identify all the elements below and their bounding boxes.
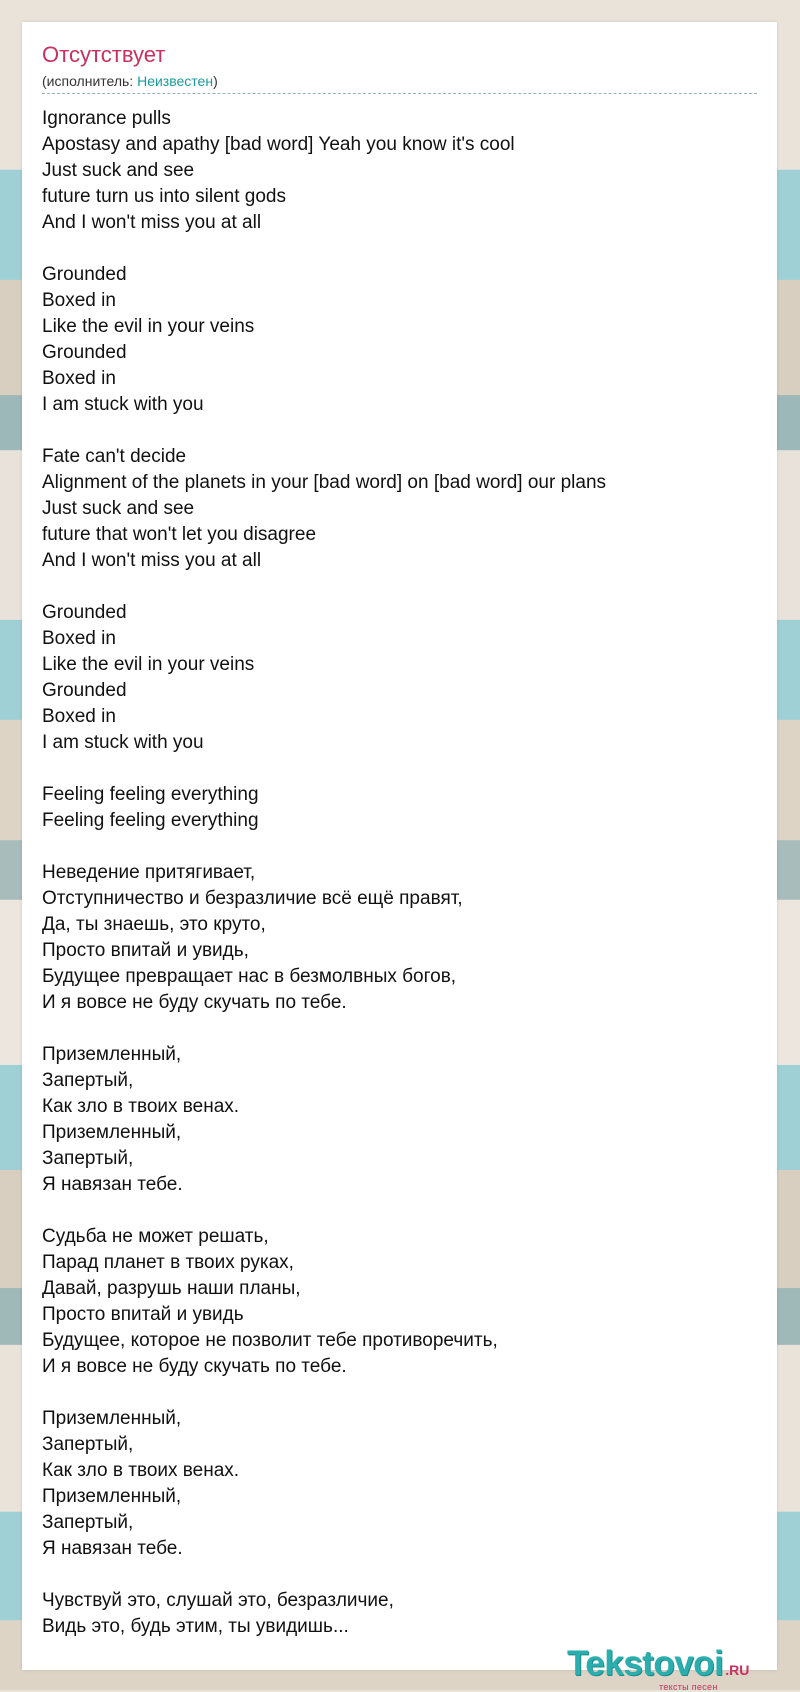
lyric-line: Fate can't decide bbox=[42, 446, 187, 467]
artist-suffix: ) bbox=[213, 73, 218, 89]
lyric-line: future turn us into silent gods bbox=[42, 186, 286, 207]
lyric-line: Boxed in bbox=[42, 290, 116, 311]
lyric-line: I am stuck with you bbox=[42, 394, 204, 415]
lyric-line: And I won't miss you at all bbox=[42, 212, 262, 233]
logo-name: Tekstovoi bbox=[567, 1644, 724, 1683]
lyric-line: Приземленный, bbox=[42, 1122, 182, 1143]
lyric-line: Feeling feeling everything bbox=[42, 810, 259, 831]
lyric-line: Apostasy and apathy [bad word] Yeah you know it's cool bbox=[42, 134, 515, 155]
lyric-line: Я навязан тебе. bbox=[42, 1538, 183, 1559]
lyric-line: Приземленный, bbox=[42, 1408, 182, 1429]
lyric-line: Alignment of the planets in your [bad word] on [bad word] our plans bbox=[42, 472, 607, 493]
lyric-line: Парад планет в твоих руках, bbox=[42, 1252, 294, 1273]
lyric-line: Feeling feeling everything bbox=[42, 784, 259, 805]
lyric-line: future that won't let you disagree bbox=[42, 524, 317, 545]
lyric-line: Чувствуй это, слушай это, безразличие, bbox=[42, 1590, 394, 1611]
lyric-line: Приземленный, bbox=[42, 1044, 182, 1065]
logo-tagline: тексты песен bbox=[659, 1682, 718, 1692]
stanza-break bbox=[42, 1016, 757, 1042]
lyric-line: Просто впитай и увидь, bbox=[42, 940, 249, 961]
lyric-line: И я вовсе не буду скучать по тебе. bbox=[42, 992, 347, 1013]
lyric-line: Я навязан тебе. bbox=[42, 1174, 183, 1195]
lyric-line: Будущее, которое не позволит тебе противоречить, bbox=[42, 1330, 498, 1351]
lyric-line: Да, ты знаешь, это круто, bbox=[42, 914, 266, 935]
lyric-line: Boxed in bbox=[42, 706, 116, 727]
lyric-line: Просто впитай и увидь bbox=[42, 1304, 244, 1325]
song-title: Отсутствует bbox=[42, 42, 166, 67]
lyric-line: Just suck and see bbox=[42, 498, 195, 519]
lyric-line: Grounded bbox=[42, 602, 127, 623]
lyric-line: Неведение притягивает, bbox=[42, 862, 256, 883]
lyric-line: Grounded bbox=[42, 680, 127, 701]
artist-line bbox=[42, 73, 218, 89]
stanza-break bbox=[42, 1198, 757, 1224]
lyric-line: Grounded bbox=[42, 264, 127, 285]
stanza-break bbox=[42, 1380, 757, 1406]
lyric-line: Grounded bbox=[42, 342, 127, 363]
lyric-line: Видь это, будь этим, ты увидишь... bbox=[42, 1616, 349, 1637]
lyric-line: Like the evil in your veins bbox=[42, 654, 255, 675]
lyric-line: Запертый, bbox=[42, 1512, 134, 1533]
title-divider bbox=[42, 93, 757, 94]
lyric-line: Запертый, bbox=[42, 1148, 134, 1169]
logo-domain: .RU bbox=[725, 1662, 750, 1678]
lyric-line: Boxed in bbox=[42, 368, 116, 389]
lyric-line: И я вовсе не буду скучать по тебе. bbox=[42, 1356, 347, 1377]
stanza-break bbox=[42, 756, 757, 782]
lyric-line: Boxed in bbox=[42, 628, 116, 649]
lyric-line: Как зло в твоих венах. bbox=[42, 1460, 240, 1481]
stanza-break bbox=[42, 236, 757, 262]
stanza-break bbox=[42, 574, 757, 600]
lyrics-text bbox=[42, 106, 757, 1640]
lyric-line: Запертый, bbox=[42, 1070, 134, 1091]
artist-prefix: (исполнитель: bbox=[42, 73, 138, 89]
lyric-line: And I won't miss you at all bbox=[42, 550, 262, 571]
lyric-line: Like the evil in your veins bbox=[42, 316, 255, 337]
site-logo[interactable] bbox=[567, 1644, 750, 1692]
stanza-break bbox=[42, 418, 757, 444]
lyric-line: Будущее превращает нас в безмолвных богов, bbox=[42, 966, 457, 987]
lyric-line: Запертый, bbox=[42, 1434, 134, 1455]
lyric-line: Ignorance pulls bbox=[42, 108, 171, 129]
lyric-line: Как зло в твоих венах. bbox=[42, 1096, 240, 1117]
lyric-line: Just suck and see bbox=[42, 160, 195, 181]
lyric-line: I am stuck with you bbox=[42, 732, 204, 753]
stanza-break bbox=[42, 834, 757, 860]
lyric-line: Отступничество и безразличие всё ещё правят, bbox=[42, 888, 463, 909]
lyrics-card bbox=[22, 22, 777, 1692]
lyric-line: Приземленный, bbox=[42, 1486, 182, 1507]
artist-link[interactable]: Неизвестен bbox=[137, 73, 214, 89]
lyric-line: Давай, разрушь наши планы, bbox=[42, 1278, 301, 1299]
lyric-line: Судьба не может решать, bbox=[42, 1226, 269, 1247]
stanza-break bbox=[42, 1562, 757, 1588]
